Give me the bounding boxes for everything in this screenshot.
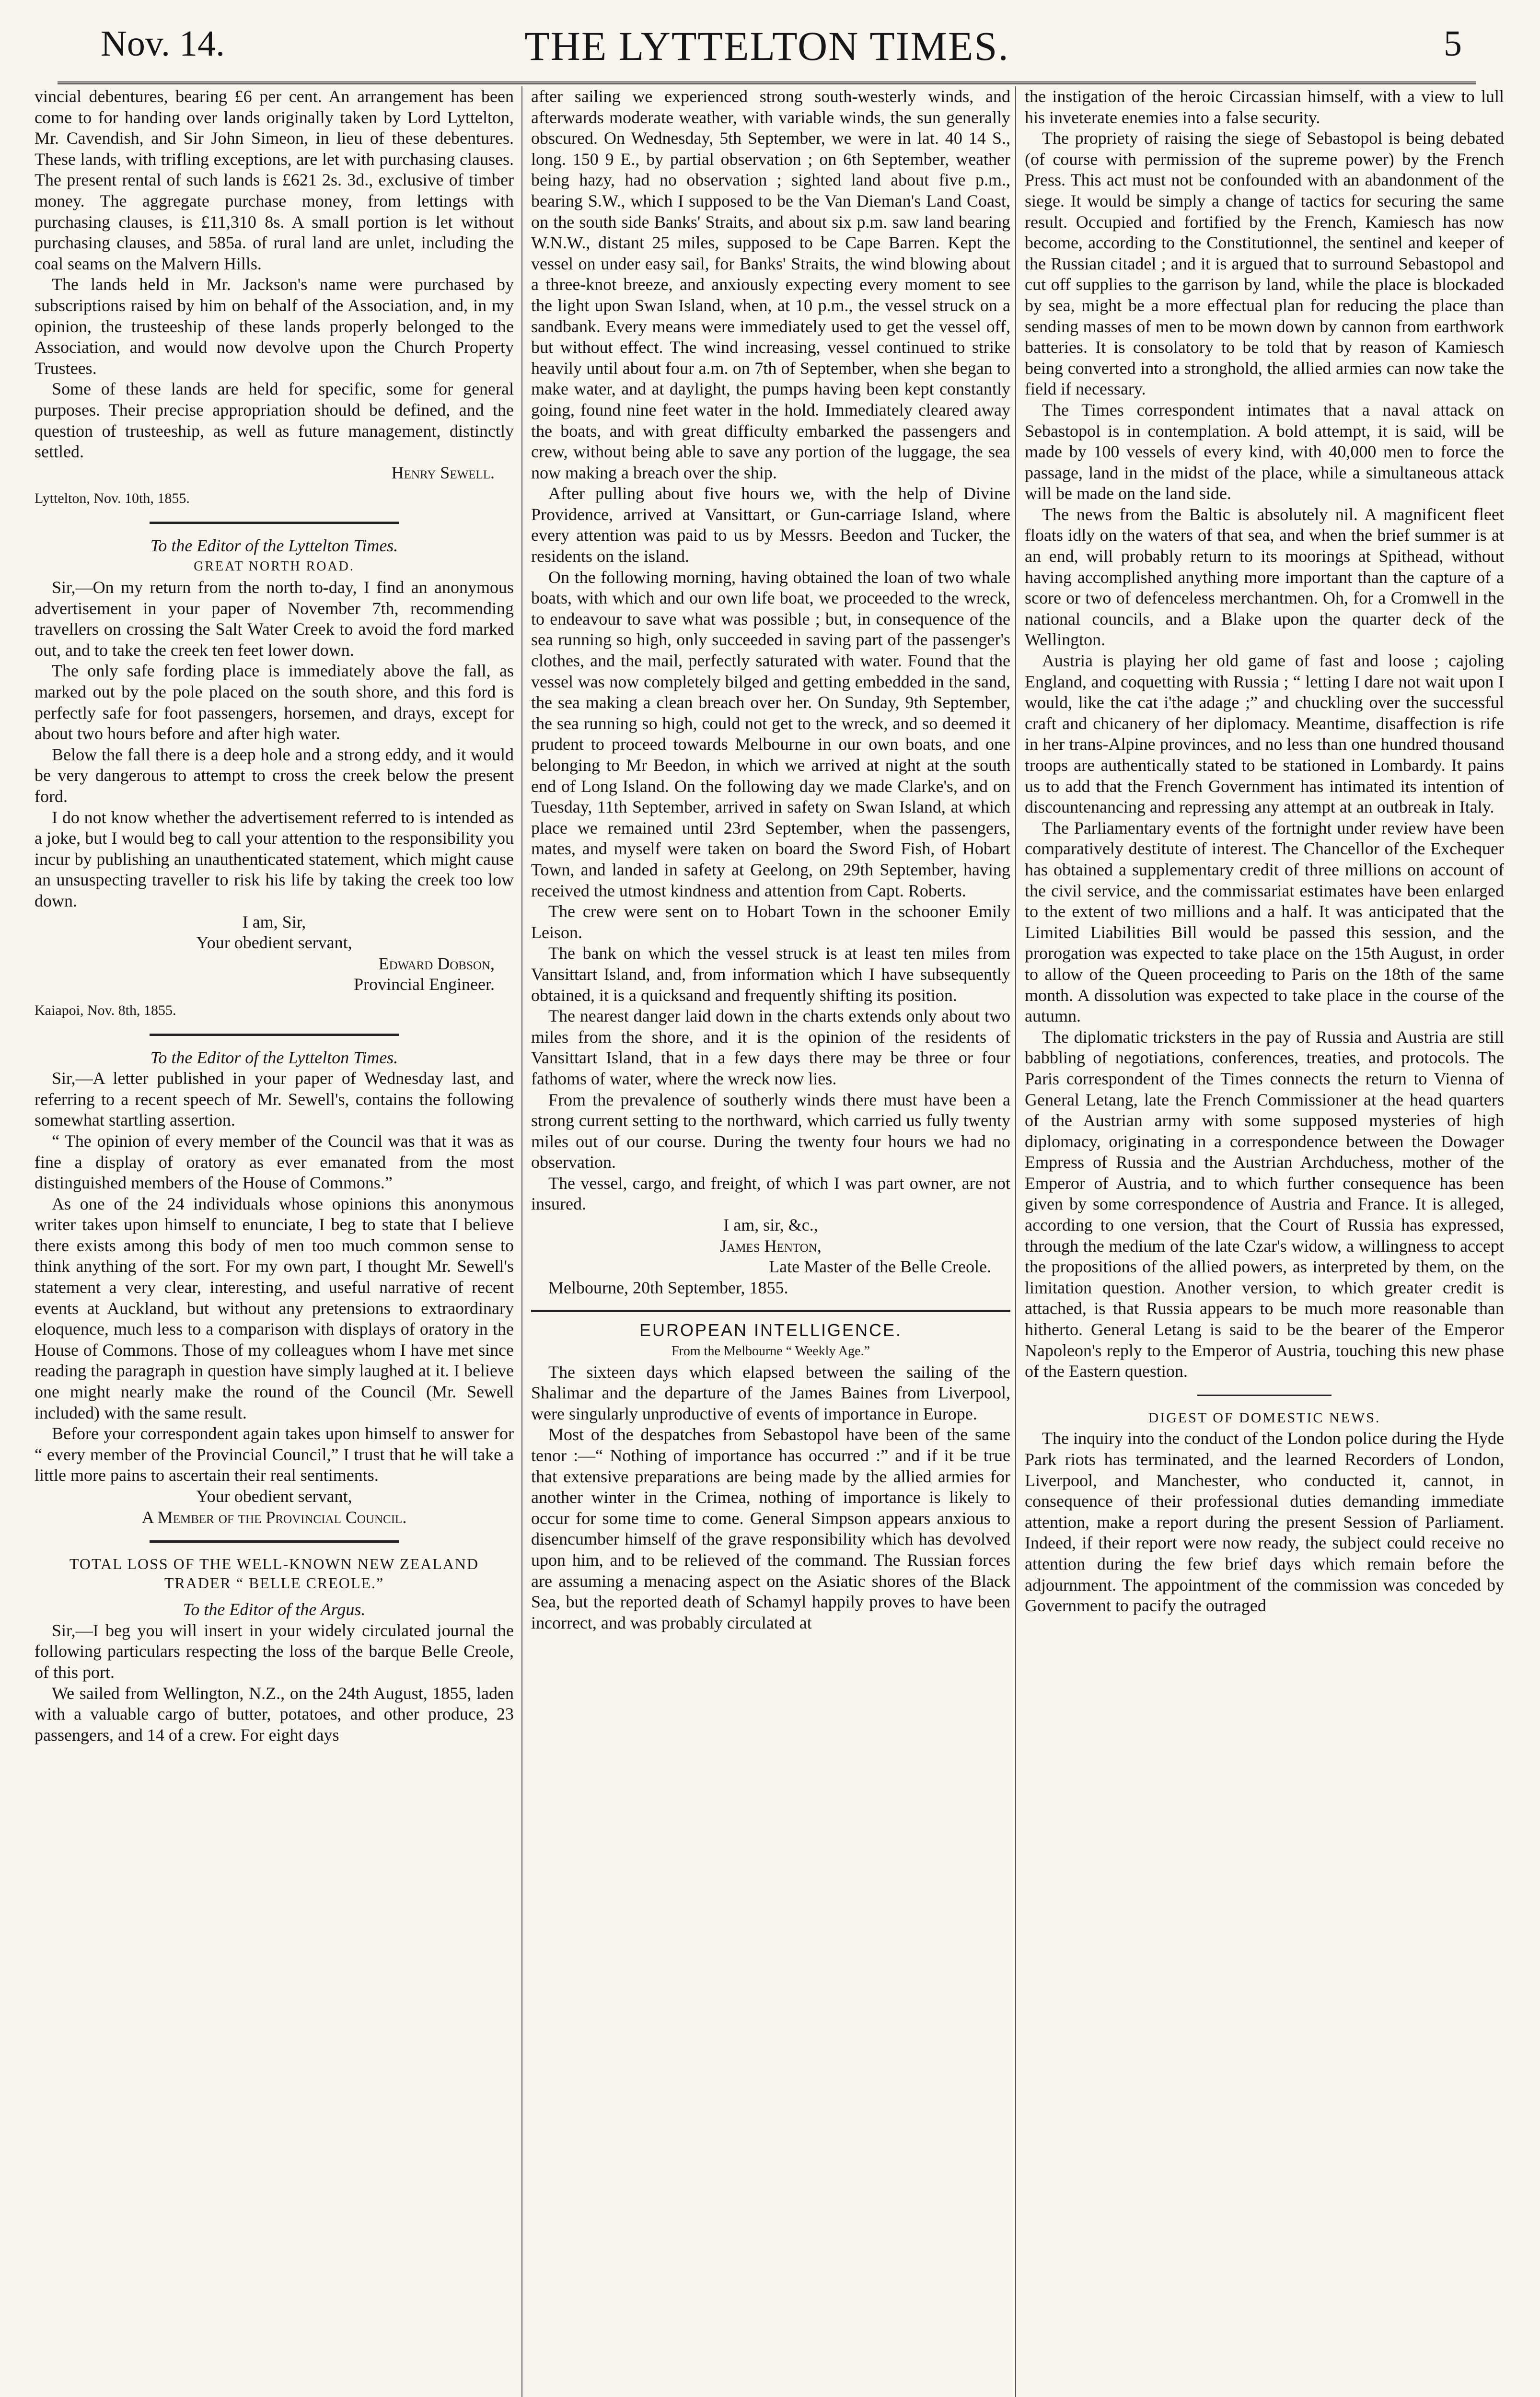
signature: James Henton, <box>720 1236 822 1256</box>
signature-title: Provincial Engineer. <box>354 975 495 994</box>
closing: I am, sir, &c., <box>723 1215 818 1235</box>
issue-date: Nov. 14. <box>101 23 225 64</box>
paragraph: Before your correspondent again takes upon himself to answer for “ every member of the Provincial Council,” I trust that he will take a little more pains to ascertain their real sentiments. <box>35 1424 514 1485</box>
paragraph: We sailed from Wellington, N.Z., on the 24th August, 1855, laden with a valuable cargo of butter, potatoes, and other produce, 23 passengers, and 14 of a crew. For eight days <box>35 1683 514 1745</box>
dateline: Melbourne, 20th September, 1855. <box>548 1278 788 1297</box>
article-headline: TOTAL LOSS OF THE WELL-KNOWN NEW ZEALAND TRADER “ BELLE CREOLE.” <box>69 1555 479 1592</box>
signature: Edward Dobson, <box>378 954 495 973</box>
paragraph: Sir,—I beg you will insert in your widely circulated journal the following particulars respecting the loss of the barque Belle Creole, of this port. <box>35 1620 514 1682</box>
paragraph: From the prevalence of southerly winds there must have been a strong current setting to the northward, which carried us fully twenty miles out of our course. During the twenty four hours we had no observation. <box>531 1090 1010 1172</box>
dateline: Kaiapoi, Nov. 8th, 1855. <box>35 1002 176 1018</box>
paragraph: The diplomatic tricksters in the pay of Russia and Austria are still babbling of negotiations, conferences, treaties, and protocols. The Paris correspondent of the Times connects the return to Vienna of General Letang, late the French Commissioner at the head quarters of the Austrian army with some supposed mysteries of high diplomacy, originating in a correspondence between the Dowager Empress of Russia and the Austrian Archduchess, mother of the Emperor of Austria, and to which further consequence has been given by some correspondence of Austria and France. It is alleged, according to one version, that the Court of Russia has expressed, through the medium of the late Czar's widow, a willingness to accept the propositions of the allied powers, as interpreted by them, on the limitation question. Another version, to which greater credit is attached, is that Russia appears to be much more reasonable than hitherto. General Letang is said to be the bearer of the Emperor Napoleon's reply to the Emperor of Austria, touching this new phase of the Eastern question. <box>1025 1027 1504 1381</box>
paragraph: after sailing we experienced strong south-westerly winds, and afterwards moderate weather, with variable winds, the sun generally obscured. On Wednesday, 5th September, we were in lat. 40 14 S., long. 150 9 E., by partial observation ; on 6th September, weather being hazy, had no observation ; sighted land about five p.m., bearing S.W., which I supposed to be the Van Dieman's Land Coast, on the south side Banks' Straits, and about six p.m. saw land bearing W.N.W., distant 25 miles, supposed to be Cape Barren. Kept the vessel on under easy sail, for Banks' Straits, the wind blowing about a three-knot breeze, and anxiously expecting every moment to see the light upon Swan Island, when, at 10 p.m., the vessel struck on a sandbank. Every means were immediately used to get the vessel off, but without effect. The wind increasing, vessel continued to strike heavily until about four a.m. on 7th of September, when she began to make water, and at daylight, the pumps having been kept constantly going, found nine feet water in the hold. Immediately cleared away the boats, and with great difficulty embarked the passengers and crew, without being able to save any portion of the luggage, the sea now making a breach over the ship. <box>531 87 1010 482</box>
paragraph: The Parliamentary events of the fortnight under review have been comparatively destitute of interest. The Chancellor of the Exchequer has obtained a supplementary credit of three millions on account of the civil service, and the commissariat estimates have been enlarged to the extent of two millions and a half. It was anticipated that the Limited Liabilities Bill would be passed this session, and the prorogation was expected to take place on the 15th August, in order to allow of the Queen proceeding to Paris on the 18th of the same month. A dissolution was expected to take place in the course of the autumn. <box>1025 818 1504 1026</box>
section-divider <box>150 1540 399 1543</box>
column-rule <box>1015 86 1016 2397</box>
paragraph: The inquiry into the conduct of the London police during the Hyde Park riots has terminated, and the learned Recorders of London, Liverpool, and Manchester, who conducted it, cannot, in consequence of their professional duties demanding immediate attention, make a report during the present Session of Parliament. Indeed, if their report were now ready, the subject could receive no attention during the few brief days which remain before the adjournment. The appointment of the commission was conceded by Government to pacify the outraged <box>1025 1429 1504 1616</box>
section-divider <box>150 522 399 524</box>
dateline: Lyttelton, Nov. 10th, 1855. <box>35 490 190 507</box>
paragraph: the instigation of the heroic Circassian himself, with a view to lull his inveterate enemies into a false security. <box>1025 87 1504 127</box>
signature: A Member of the Provincial Council. <box>141 1507 407 1527</box>
column-rule <box>521 86 522 2397</box>
paragraph: Austria is playing her old game of fast and loose ; cajoling England, and coquetting with Russia ; “ letting I dare not wait upon I would, like the cat i'the adage ;” and chuckling over the successful craft and chicanery of her diplomacy. Meantime, disaffection is rife in her trans-Alpine provinces, and no less than one hundred thousand troops are authentically stated to be stationed in Lombardy. It pains us to add that the French Government has intimated its intention of discountenancing and repressing any attempt at an outbreak in Italy. <box>1025 651 1504 817</box>
page-number: 5 <box>1444 23 1462 64</box>
paragraph: As one of the 24 individuals whose opinions this anonymous writer takes upon himself to enunciate, I beg to state that I believe there exists among this body of men too much common sense to think anything of the sort. For my own part, I thought Mr. Sewell's statement a very clear, interesting, and useful narrative of recent events at Auckland, but without any pretensions to extraordinary eloquence, much less to a comparison with displays of oratory in the House of Commons. Those of my colleagues whom I have met since reading the paragraph in question have simply laughed at it. I believe one might nearly make the round of the Council (Mr. Sewell included) with the same result. <box>35 1194 514 1422</box>
quotation: “ The opinion of every member of the Council was that it was as fine a display of oratory as ever emanated from the most distinguished members of the House of Commons.” <box>35 1131 514 1193</box>
masthead <box>58 10 1476 84</box>
paragraph: The bank on which the vessel struck is at least ten miles from Vansittart Island, and, from information which I have subsequently obtained, it is a quicksand and frequently shifting its position. <box>531 943 1010 1005</box>
letter-heading: To the Editor of the Argus. <box>183 1600 366 1619</box>
letter-heading: To the Editor of the Lyttelton Times. <box>150 1047 398 1067</box>
paragraph: The only safe fording place is immediately above the fall, as marked out by the pole placed on the south shore, and this ford is perfectly safe for foot passengers, horsemen, and drays, except for about two hours before and after high water. <box>35 661 514 744</box>
paragraph: The propriety of raising the siege of Sebastopol is being debated (of course with permission of the supreme power) by the French Press. This act must not be confounded with an abandonment of the siege. It would be simply a change of tactics for securing the same result. Occupied and fortified by the French, Kamiesch has now become, according to the Constitutionnel, the sentinel and keeper of the Russian citadel ; and it is argued that to surround Sebastopol and cut off supplies to the garrison by land, while the place is blockaded by sea, might be a more effectual plan for reducing the place than sending masses of men to be mown down by cannon from earthwork batteries. It is consolatory to be told that by reason of Kamiesch being converted into a stronghold, the allied armies can now take the field if necessary. <box>1025 128 1504 399</box>
paragraph: The sixteen days which elapsed between the sailing of the Shalimar and the departure of the James Baines from Liverpool, were singularly unproductive of events of importance in Europe. <box>531 1362 1010 1423</box>
paragraph: The crew were sent on to Hobart Town in the schooner Emily Leison. <box>531 902 1010 942</box>
paragraph: Below the fall there is a deep hole and a strong eddy, and it would be very dangerous to attempt to cross the creek below the present ford. <box>35 745 514 806</box>
source-line: From the Melbourne “ Weekly Age.” <box>671 1344 870 1359</box>
paragraph: Most of the despatches from Sebastopol have been of the same tenor :—“ Nothing of importance has occurred :” and if it be true that extensive preparations are being made by the allied armies for another winter in the Crimea, nothing of importance is likely to occur for some time to come. General Simpson appears anxious to disencumber himself of the grave responsibility which has devolved upon him, and to be relieved of the command. The Russian forces are assuming a menacing aspect on the Asiatic shores of the Black Sea, but the reported death of Schamyl happily proves to have been incorrect, and was probably circulated at <box>531 1425 1010 1632</box>
column-1 <box>35 86 514 2397</box>
section-headline: DIGEST OF DOMESTIC NEWS. <box>1148 1409 1381 1426</box>
paragraph: The nearest danger laid down in the charts extends only about two miles from the shore, and it is the opinion of the residents of Vansittart Island, that in a few days there may be three or four fathoms of water, where the wreck now lies. <box>531 1006 1010 1088</box>
section-headline: EUROPEAN INTELLIGENCE. <box>531 1310 1010 1341</box>
closing: Your obedient servant, <box>196 1487 352 1506</box>
paragraph: The vessel, cargo, and freight, of which I was part owner, are not insured. <box>531 1173 1010 1214</box>
paragraph: The lands held in Mr. Jackson's name were purchased by subscriptions raised by him on behalf of the Association, and, in my opinion, the trusteeship of these lands properly belonged to the Association, and would now devolve upon the Church Property Trustees. <box>35 275 514 378</box>
closing: Your obedient servant, <box>196 933 352 953</box>
signature: Henry Sewell. <box>391 463 495 482</box>
column-2 <box>531 86 1010 2397</box>
signature-title: Late Master of the Belle Creole. <box>769 1257 991 1277</box>
paragraph: On the following morning, having obtained the loan of two whale boats, with which and our own life boat, we proceeded to the wreck, to endeavour to save what was possible ; but, in consequence of the sea running so high, only succeeded in saving part of the passenger's clothes, and the mail, perfectly saturated with water. Found that the vessel was now completely bilged and getting embedded in the sand, the sea making a clean breach over her. On Sunday, 9th September, the sea running so high, could not get to the wreck, and so deemed it prudent to proceed towards Melbourne in our own boats, and one belonging to Mr Beedon, in which we arrived at night at the south end of Long Island. On the following day we made Clarke's, and on Tuesday, 11th September, arrived in safety on Swan Island, at which place we remained until 23rd September, when the passengers, mates, and myself were taken on board the Sword Fish, of Hobart Town, and landed in safety at Geelong, on 29th September, having received the utmost kindness and attention from Capt. Roberts. <box>531 567 1010 900</box>
section-divider <box>1197 1395 1332 1396</box>
column-3 <box>1025 86 1504 2397</box>
paragraph: Sir,—A letter published in your paper of Wednesday last, and referring to a recent speech of Mr. Sewell's, contains the following somewhat startling assertion. <box>35 1069 514 1130</box>
paragraph: vincial debentures, bearing £6 per cent. An arrangement has been come to for handing over lands originally taken by Lord Lyttelton, Mr. Cavendish, and Sir John Simeon, in lieu of these debentures. These lands, with trifling exceptions, are let with purchasing clauses. The present rental of such lands is £621 2s. 3d., exclusive of timber money. The aggregate purchase money, from lettings with purchasing clauses, is £11,310 8s. A small portion is let without purchasing clauses, and 585a. of rural land are unlet, including the coal seams on the Malvern Hills. <box>35 87 514 273</box>
newspaper-title: THE LYTTELTON TIMES. <box>524 23 1009 69</box>
paragraph: After pulling about five hours we, with the help of Divine Providence, arrived at Vansittart, or Gun-carriage Island, where every attention was paid to us by Messrs. Beedon and Tucker, the residents on the island. <box>531 484 1010 566</box>
paragraph: The Times correspondent intimates that a naval attack on Sebastopol is in contemplation. A bold attempt, it is said, will be made by 100 vessels of every kind, with 40,000 men to force the passage, land in the midst of the place, while a simultaneous attack will be made on the land side. <box>1025 400 1504 503</box>
letter-heading: To the Editor of the Lyttelton Times. <box>150 535 398 555</box>
paragraph: Some of these lands are held for specific, some for general purposes. Their precise appropriation should be defined, and the question of trusteeship, as well as future management, distinctly settled. <box>35 379 514 462</box>
section-divider <box>150 1034 399 1036</box>
letter-subheading: GREAT NORTH ROAD. <box>194 559 355 574</box>
paragraph: I do not know whether the advertisement referred to is intended as a joke, but I would beg to call your attention to the responsibility you incur by publishing an unauthenticated statement, which might cause an unsuspecting traveller to risk his life by taking the creek too low down. <box>35 807 514 910</box>
closing: I am, Sir, <box>242 912 306 931</box>
paragraph: The news from the Baltic is absolutely nil. A magnificent fleet floats idly on the waters of that sea, and when the brief summer is at an end, will probably return to its moorings at Spithead, without having accomplished anything more important than the capture of a score or two of defenceless merchantmen. Oh, for a Cromwell in the national councils, and a Blake upon the quarter deck of the Wellington. <box>1025 504 1504 650</box>
paragraph: Sir,—On my return from the north to-day, I find an anonymous advertisement in your paper of November 7th, recommending travellers on crossing the Salt Water Creek to avoid the ford marked out, and to take the creek ten feet lower down. <box>35 578 514 660</box>
